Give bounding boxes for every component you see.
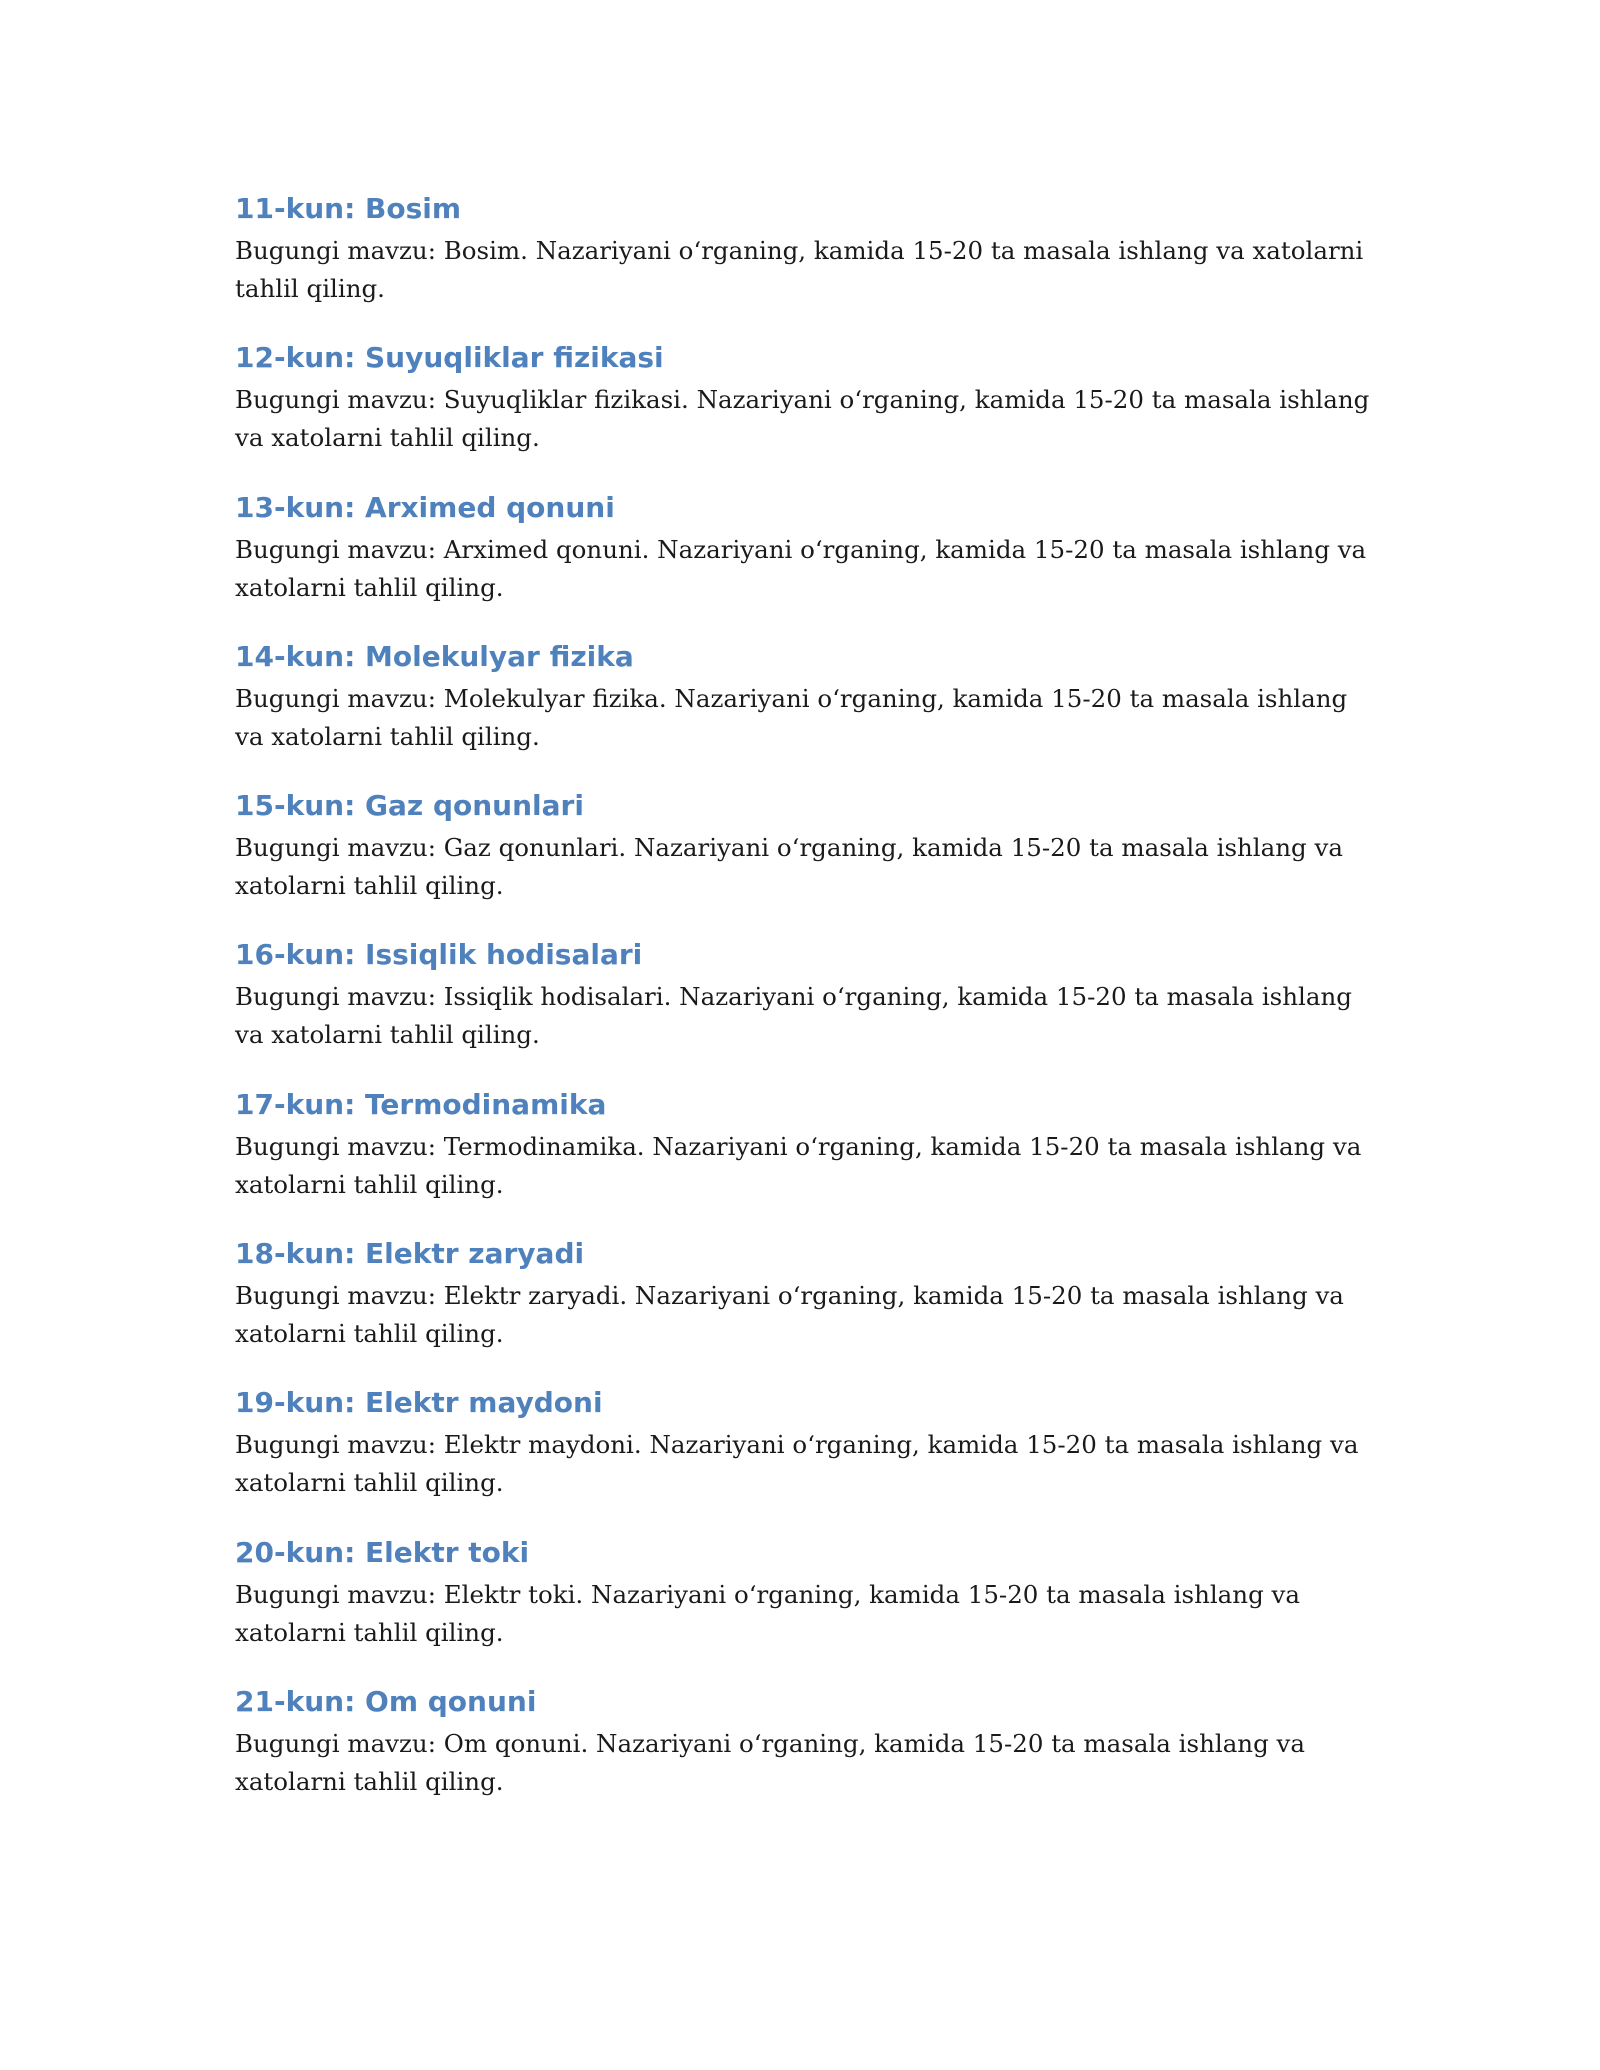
day-heading: 17-kun: Termodinamika: [235, 1087, 607, 1121]
day-entry: [235, 487, 1370, 636]
day-heading: 14-kun: Molekulyar fizika: [235, 639, 634, 673]
day-description: Bugungi mavzu: Bosim. Nazariyani oʻrganing, kamida 15-20 ta masala ishlang va xatolarni tahlil qiling.: [235, 236, 1364, 303]
day-heading: 18-kun: Elektr zaryadi: [235, 1237, 585, 1271]
day-entry: [235, 636, 1370, 785]
day-heading: 20-kun: Elektr toki: [235, 1535, 530, 1569]
day-description: Bugungi mavzu: Suyuqliklar fizikasi. Nazariyani oʻrganing, kamida 15-20 ta masala ishlang va xatolarni tahlil qiling.: [235, 385, 1370, 453]
day-entry: [235, 785, 1370, 934]
day-entry: [235, 1233, 1370, 1382]
day-heading: 16-kun: Issiqlik hodisalari: [235, 938, 643, 972]
day-heading: 15-kun: Gaz qonunlari: [235, 789, 584, 823]
day-heading: 13-kun: Arximed qonuni: [235, 490, 615, 524]
day-entry: [235, 1681, 1370, 1830]
day-entry: [235, 1084, 1370, 1233]
day-description: Bugungi mavzu: Elektr zaryadi. Nazariyani oʻrganing, kamida 15-20 ta masala ishlang va xatolarni tahlil qiling.: [235, 1281, 1344, 1349]
day-entry: [235, 188, 1370, 337]
day-description: Bugungi mavzu: Gaz qonunlari. Nazariyani oʻrganing, kamida 15-20 ta masala ishlang va xatolarni tahlil qiling.: [235, 833, 1343, 901]
day-entry: [235, 337, 1370, 486]
day-entry: [235, 1532, 1370, 1681]
document-body: [235, 188, 1370, 1830]
day-description: Bugungi mavzu: Elektr maydoni. Nazariyani oʻrganing, kamida 15-20 ta masala ishlang va xatolarni tahlil qiling.: [235, 1430, 1359, 1498]
day-heading: 12-kun: Suyuqliklar fizikasi: [235, 341, 664, 375]
day-description: Bugungi mavzu: Arximed qonuni. Nazariyani oʻrganing, kamida 15-20 ta masala ishlang va xatolarni tahlil qiling.: [235, 534, 1367, 602]
day-description: Bugungi mavzu: Termodinamika. Nazariyani oʻrganing, kamida 15-20 ta masala ishlang va xatolarni tahlil qiling.: [235, 1131, 1362, 1199]
day-description: Bugungi mavzu: Issiqlik hodisalari. Nazariyani oʻrganing, kamida 15-20 ta masala ishlang va xatolarni tahlil qiling.: [235, 982, 1352, 1050]
day-heading: 11-kun: Bosim: [235, 192, 462, 225]
day-heading: 21-kun: Om qonuni: [235, 1684, 537, 1718]
day-description: Bugungi mavzu: Molekulyar fizika. Nazariyani oʻrganing, kamida 15-20 ta masala ishlang va xatolarni tahlil qiling.: [235, 683, 1348, 751]
day-entry: [235, 1382, 1370, 1531]
day-heading: 19-kun: Elektr maydoni: [235, 1386, 603, 1420]
day-description: Bugungi mavzu: Om qonuni. Nazariyani oʻrganing, kamida 15-20 ta masala ishlang va xatolarni tahlil qiling.: [235, 1728, 1306, 1796]
day-description: Bugungi mavzu: Elektr toki. Nazariyani oʻrganing, kamida 15-20 ta masala ishlang va xatolarni tahlil qiling.: [235, 1579, 1300, 1647]
day-entry: [235, 934, 1370, 1083]
